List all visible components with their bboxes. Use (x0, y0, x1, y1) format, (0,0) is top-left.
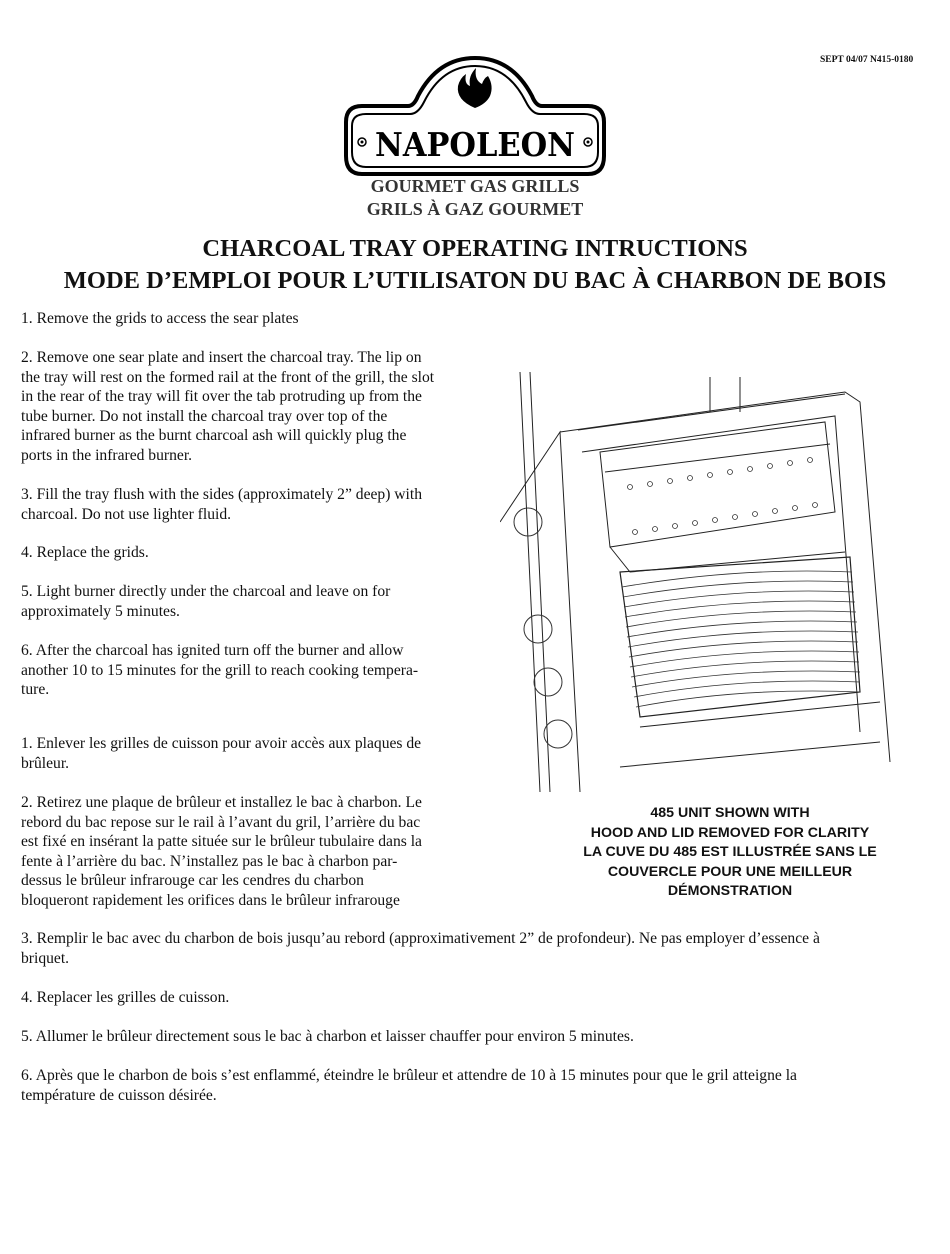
instruction-paragraph (21, 543, 149, 563)
caption-line: LA CUVE DU 485 EST ILLUSTRÉE SANS LE (583, 844, 877, 861)
instruction-paragraph (21, 641, 418, 700)
paragraph-line: température de cuisson désirée. (21, 1086, 217, 1104)
paragraph-line: 2. Retirez une plaque de brûleur et installez le bac à charbon. Le (21, 794, 422, 811)
instruction-paragraph (21, 582, 390, 621)
subtitle-fr: GRILS À GAZ GOURMET (366, 199, 584, 219)
napoleon-logo (338, 56, 612, 178)
caption-line: COUVERCLE POUR UNE MEILLEUR (607, 863, 853, 880)
instruction-paragraph (21, 309, 299, 329)
instruction-paragraph (21, 988, 229, 1008)
paragraph-line: in the rear of the tray will fit over the tab protruding up from the (21, 388, 422, 406)
instruction-paragraph (21, 734, 421, 773)
paragraph-line: briquet. (21, 949, 70, 967)
paragraph-line: 1. Remove the grids to access the sear plates (21, 310, 299, 327)
title-fr: MODE D’EMPLOI POUR L’UTILISATON DU BAC À CHARBON DE BOIS (63, 267, 887, 294)
document-id: SEPT 04/07 N415-0180 (820, 55, 914, 65)
paragraph-line: ture. (21, 681, 50, 699)
paragraph-line: dessus le brûleur infrarouge car les cendres du charbon (21, 872, 364, 890)
paragraph-line: 5. Allumer le brûleur directement sous le bac à charbon et laisser chauffer pour environ 5 minutes. (21, 1028, 634, 1045)
logo-wordmark: NAPOLEON (375, 125, 575, 164)
paragraph-line: brûleur. (21, 754, 70, 772)
instruction-paragraph (21, 1066, 797, 1105)
paragraph-line: another 10 to 15 minutes for the grill to reach cooking tempera- (21, 661, 419, 679)
caption-line: DÉMONSTRATION (667, 883, 793, 900)
caption-line: HOOD AND LID REMOVED FOR CLARITY (590, 824, 870, 841)
paragraph-line: 3. Remplir le bac avec du charbon de bois jusqu’au rebord (approximativement 2” de profondeur). Ne pas employer d’essence à (21, 930, 820, 947)
paragraph-line: est fixé en insérant la patte située sur le brûleur tubulaire dans la (21, 833, 422, 851)
grill-illustration (500, 372, 940, 792)
paragraph-line: 4. Replace the grids. (21, 544, 149, 561)
instruction-paragraph (21, 793, 422, 911)
instruction-paragraph (21, 929, 820, 968)
paragraph-line: the tray will rest on the formed rail at the front of the grill, the slot (21, 368, 435, 386)
paragraph-line: fente à l’arrière du bac. N’installez pas le bac à charbon par- (21, 852, 398, 870)
subtitle-en: GOURMET GAS GRILLS (370, 176, 580, 196)
paragraph-line: approximately 5 minutes. (21, 602, 180, 620)
paragraph-line: bloqueront rapidement les orifices dans le brûleur infrarouge (21, 891, 400, 909)
title-en: CHARCOAL TRAY OPERATING INTRUCTIONS (202, 235, 748, 262)
instruction-paragraph (21, 1027, 634, 1047)
paragraph-line: 5. Light burner directly under the charcoal and leave on for (21, 583, 391, 600)
figure-caption (560, 804, 900, 902)
paragraph-line: rebord du bac repose sur le rail à l’avant du gril, l’arrière du bac (21, 813, 421, 831)
paragraph-line: tube burner. Do not install the charcoal tray over top of the (21, 407, 388, 425)
paragraph-line: 2. Remove one sear plate and insert the charcoal tray. The lip on (21, 349, 422, 366)
paragraph-line: charcoal. Do not use lighter fluid. (21, 505, 232, 523)
instruction-paragraph (21, 348, 434, 466)
paragraph-line: 3. Fill the tray flush with the sides (approximately 2” deep) with (21, 486, 423, 503)
caption-line: 485 UNIT SHOWN WITH (650, 805, 810, 821)
paragraph-line: 1. Enlever les grilles de cuisson pour avoir accès aux plaques de (21, 735, 422, 752)
paragraph-line: infrared burner as the burnt charcoal ash will quickly plug the (21, 427, 407, 445)
paragraph-line: 6. Après que le charbon de bois s’est enflammé, éteindre le brûleur et attendre de 10 à 15 minutes pour que le gril atteigne la (21, 1067, 797, 1084)
instruction-paragraph (21, 485, 422, 524)
paragraph-line: 6. After the charcoal has ignited turn off the burner and allow (21, 642, 404, 659)
paragraph-line: 4. Replacer les grilles de cuisson. (21, 989, 230, 1006)
paragraph-line: ports in the infrared burner. (21, 446, 193, 464)
